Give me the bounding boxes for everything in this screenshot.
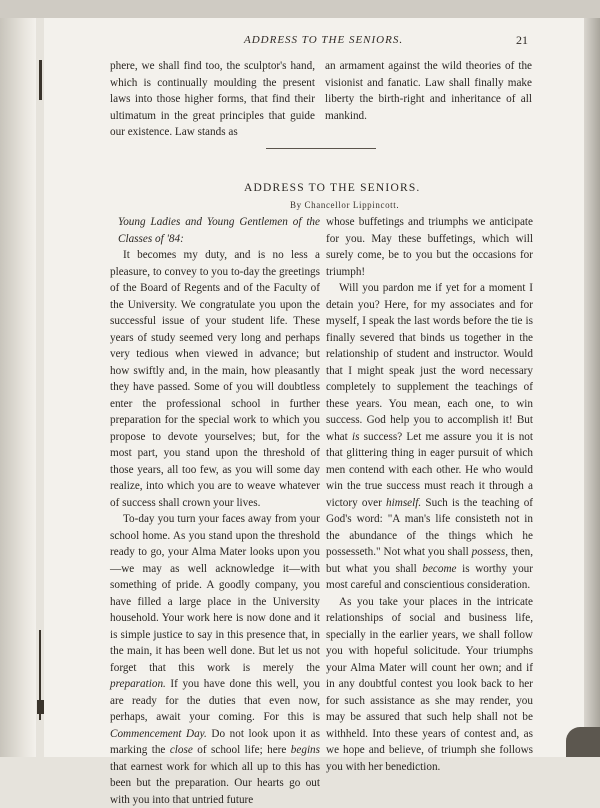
paragraph: To-day you turn your faces away from your school home. As you stand upon the threshold ready to go, your Alma Mater looks upon you—we may as well acknowledge it—with something of pride. A goodly company, you have filled a large place in the University household. Your work here is now done and it is simple justice to say in this presence that, in the main, it has been well done. But let us not forget that this work is merely the preparation. If you have done this well, you are ready for the duties that even now, perhaps, await your coming. For this is Commencement Day. Do not look upon it as marking the close of school life; here begins that earnest work for which all up to this has been but the preparation. Our hearts go out with you into that untried future	[110, 513, 321, 806]
page-corner-shadow	[566, 727, 600, 757]
paragraph: whose buffetings and triumphs we anticipate for you. May these buffetings, which will surely come, be to you but the occasions for triumph!	[326, 216, 533, 278]
paragraph: Will you pardon me if yet for a moment I detain you? Here, for my associates and for myself, I speak the last words before the tie is finally severed that binds us together in the relationship of student and instructor. Would that I might speak just the word necessary completely to supplement the teachings of these years. You mean, each one, to win success. God help you to accomplish it! But what is success? Let me assure you it is not that glittering thing in eager pursuit of which men contend with each other. He who would win the true success must reach it through a victory over himself. Such is the teaching of God's word: "A man's life consisteth not in the abundance of the things which he possesseth." Not what you shall possess, then, but what you shall become is worthy your most careful and conscientious consideration.	[326, 282, 534, 591]
page-edge	[584, 18, 600, 757]
section-divider	[266, 148, 376, 149]
binding-knot	[37, 700, 44, 714]
article-right-column	[326, 214, 533, 775]
prev-article-left-text: phere, we shall find too, the sculptor's hand, which is continually moulding the present laws into those higher forms, that find their ultimatum in the great principles that guide our existence. Law stands as	[110, 60, 315, 138]
scan-top-edge	[0, 0, 600, 18]
salutation: Young Ladies and Young Gentlemen of the Classes of '84:	[118, 216, 320, 245]
binding-mark	[39, 60, 42, 100]
page-number: 21	[516, 33, 528, 47]
prev-article-right-text: an armament against the wild theories of the visionist and fanatic. Law shall finally make liberty the birth-right and inheritance of all mankind.	[325, 60, 532, 122]
article-title: ADDRESS TO THE SENIORS.	[244, 182, 421, 194]
article-left-column	[110, 214, 320, 808]
paragraph: It becomes my duty, and is no less a pleasure, to convey to you to-day the greetings of the Board of Regents and of the Faculty of the University. We congratulate you upon the successful issue of your student life. These years of study seemed very long and perhaps very tedious when viewed in advance; but how swiftly and, in the main, how pleasantly they have passed. Some of you will doubtless enter the professional school in further preparation for the special work to which you propose to devote yourselves; but, for the most part, you stand upon the threshold of those years, all too few, as you will some day realize, into which you are to weave whatever of success shall crown your lives.	[110, 249, 320, 509]
running-head: ADDRESS TO THE SENIORS.	[244, 34, 404, 46]
book-binding	[0, 18, 36, 757]
article-byline: By Chancellor Lippincott.	[290, 200, 400, 210]
prev-article-right-column	[325, 58, 532, 124]
prev-article-left-column	[110, 58, 315, 141]
paragraph: As you take your places in the intricate relationships of social and business life, specially in the earlier years, we shall follow you with hopeful solicitude. Your triumphs your Alma Mater will count her own; and if in any doubtful contest you look back to her for such assistance as she may render, you may be assured that such help shall not be withheld. Into these years of contest and, as we hope and believe, of triumph she follows you with her benediction.	[326, 595, 533, 773]
